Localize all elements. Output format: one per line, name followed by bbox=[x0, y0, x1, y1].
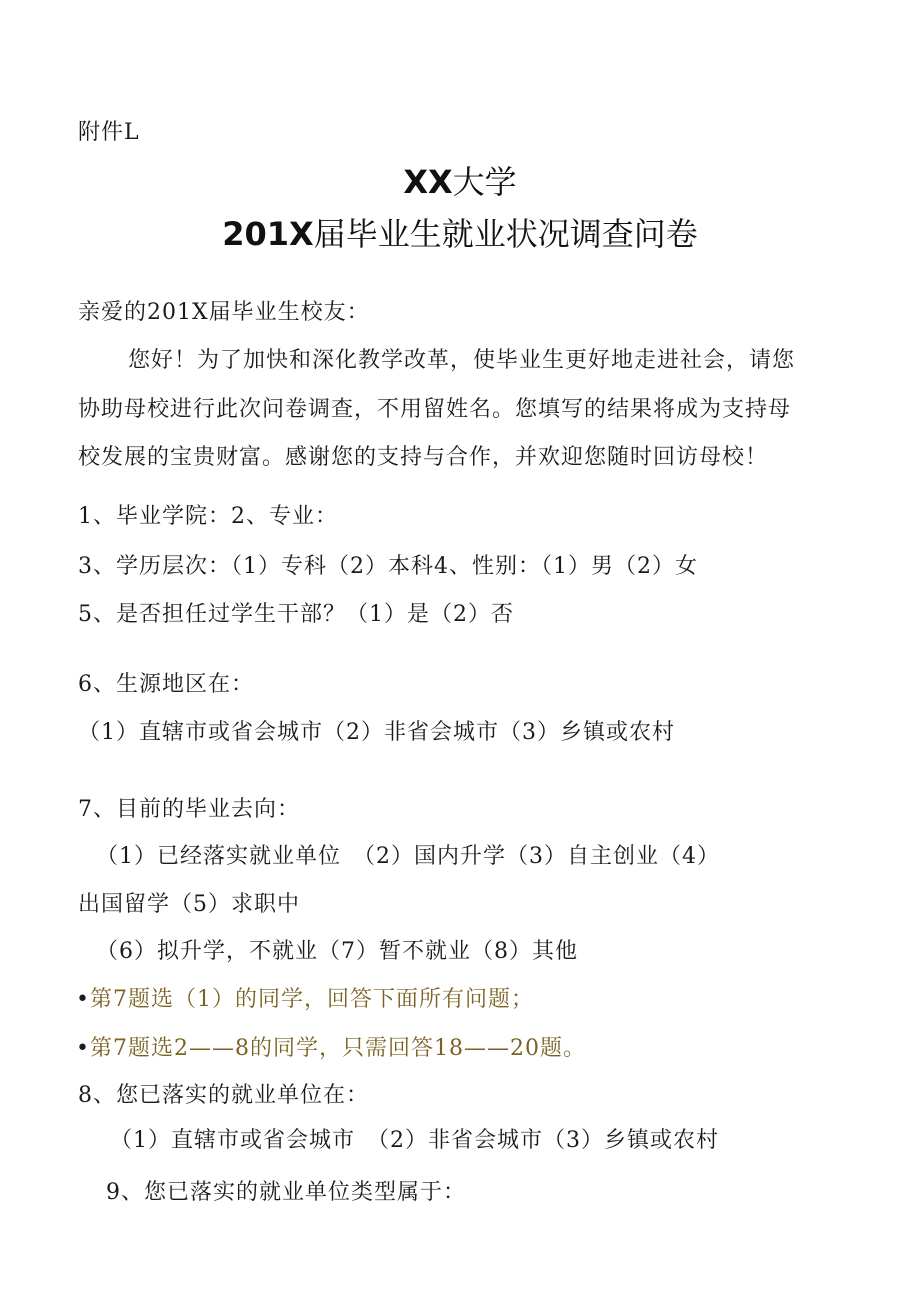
question-7-options-b: 出国留学（5）求职中 bbox=[78, 892, 300, 917]
intro-line-1: 您好！为了加快和深化教学改革，使毕业生更好地走进社会，请您 bbox=[128, 348, 796, 373]
question-6-options: （1）直辖市或省会城市（2）非省会城市（3）乡镇或农村 bbox=[78, 720, 675, 745]
note-1 bbox=[76, 985, 534, 1015]
question-7-options-c: （6）拟升学，不就业（7）暂不就业（8）其他 bbox=[96, 939, 578, 964]
question-1-2: 1、毕业学院：2、专业： bbox=[78, 504, 338, 529]
title-school-suffix: 大学 bbox=[452, 163, 517, 201]
note-2 bbox=[76, 1034, 586, 1064]
title-school-code: XX bbox=[403, 163, 453, 201]
question-7-options-a: （1）已经落实就业单位 （2）国内升学（3）自主创业（4） bbox=[96, 844, 720, 869]
note-bullet: • bbox=[76, 1036, 90, 1061]
intro-line-3: 校发展的宝贵财富。感谢您的支持与合作，并欢迎您随时回访母校！ bbox=[78, 445, 769, 470]
subtitle-text: 届毕业生就业状况调查问卷 bbox=[313, 215, 698, 253]
note-bullet: • bbox=[76, 987, 90, 1012]
question-8: 8、您已落实的就业单位在： bbox=[78, 1083, 369, 1108]
question-5: 5、是否担任过学生干部？（1）是（2）否 bbox=[78, 602, 514, 627]
question-3-4: 3、学历层次：（1）专科（2）本科4、性别：（1）男（2）女 bbox=[78, 554, 698, 579]
question-7: 7、目前的毕业去向： bbox=[78, 797, 300, 822]
question-9: 9、您已落实的就业单位类型属于： bbox=[106, 1180, 466, 1205]
subtitle-year: 201X bbox=[222, 215, 314, 253]
question-6: 6、生源地区在： bbox=[78, 672, 254, 697]
page-title bbox=[0, 162, 920, 202]
page-subtitle bbox=[0, 214, 920, 254]
note-1-text: 第7题选（1）的同学，回答下面所有问题； bbox=[89, 987, 534, 1012]
intro-line-2: 协助母校进行此次问卷调查，不用留姓名。您填写的结果将成为支持母 bbox=[78, 397, 792, 422]
greeting: 亲爱的201X届毕业生校友： bbox=[78, 300, 370, 325]
question-8-options: （1）直辖市或省会城市 （2）非省会城市（3）乡镇或农村 bbox=[110, 1128, 719, 1153]
note-2-text: 第7题选2——8的同学，只需回答18——20题。 bbox=[89, 1036, 586, 1061]
attachment-label: 附件L bbox=[78, 120, 140, 145]
